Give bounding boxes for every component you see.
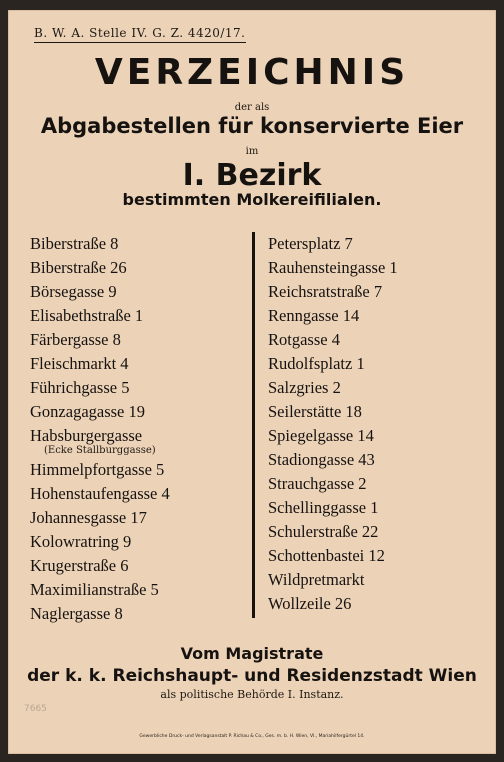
address-text: Johannesgasse 17 [30,508,147,527]
heading-bezirk: I. Bezirk [182,158,322,193]
address-text: Biberstraße 26 [30,258,127,277]
address-text: Stadiongasse 43 [268,450,375,469]
address-text: Rotgasse 4 [268,330,340,349]
address-text: Rauhensteingasse 1 [268,258,398,277]
right-address-list [268,232,398,616]
address-item [268,328,398,352]
address-text: Salzgries 2 [268,378,341,397]
address-item [268,376,398,400]
address-item [30,256,170,280]
address-item [268,448,398,472]
address-item [30,602,170,626]
address-text: Himmelpfortgasse 5 [30,460,165,479]
address-item [30,506,170,530]
footer-city: der k. k. Reichshaupt- und Residenzstadt Wien [27,666,477,686]
reference-number: B. W. A. Stelle IV. G. Z. 4420/17. [34,26,246,43]
address-text: Biberstraße 8 [30,234,119,253]
address-item [268,496,398,520]
left-address-list [30,232,170,626]
address-text: Petersplatz 7 [268,234,353,253]
address-text: Hohenstaufengasse 4 [30,484,170,503]
heading-molkereifilialen: bestimmten Molkereifilialen. [122,190,382,209]
address-text: Reichsratstraße 7 [268,282,383,301]
address-item [268,472,398,496]
address-item [268,568,398,592]
column-divider [252,232,255,618]
address-item [30,232,170,256]
address-item [268,280,398,304]
address-text: Kolowratring 9 [30,532,132,551]
address-text: Schulerstraße 22 [268,522,379,541]
address-item [268,520,398,544]
address-text: Wildpretmarkt [268,570,365,589]
address-item [30,554,170,578]
footer-magistrate: Vom Magistrate [180,644,324,663]
address-text: Naglergasse 8 [30,604,123,623]
address-item [268,232,398,256]
footer-authority: als politische Behörde I. Instanz. [160,688,344,701]
address-text: Rudolfsplatz 1 [268,354,365,373]
address-item [268,424,398,448]
address-item [30,400,170,424]
address-text: Führichgasse 5 [30,378,130,397]
address-item [30,280,170,304]
address-item [268,544,398,568]
archive-stamp: 7665 [24,704,47,714]
printer-imprint: Gewerbliche Druck- und Verlagsanstalt P. Richau & Co., Ges. m. b. H. Wien, VI., Mariahilfergürtel 14. [139,734,365,739]
address-text: Habsburgergasse [30,426,143,445]
address-item [30,482,170,506]
poster-sheet [8,10,496,754]
address-item [30,304,170,328]
address-text: Börsegasse 9 [30,282,117,301]
address-item [30,328,170,352]
heading-abgabestellen: Abgabestellen für konservierte Eier [40,114,464,138]
address-text: Wollzeile 26 [268,594,352,613]
address-text: Elisabethstraße 1 [30,306,144,325]
address-text: Schellinggasse 1 [268,498,379,517]
address-text: Strauchgasse 2 [268,474,367,493]
address-note: (Ecke Stallburggasse) [44,445,156,456]
poster-title: VERZEICHNIS [94,52,410,93]
address-text: Renngasse 14 [268,306,360,325]
address-item [268,256,398,280]
address-item [30,352,170,376]
address-item [268,592,398,616]
address-item [268,304,398,328]
address-text: Maximilianstraße 5 [30,580,159,599]
address-text: Seilerstätte 18 [268,402,362,421]
address-text: Krugerstraße 6 [30,556,129,575]
address-item [268,352,398,376]
address-item [268,400,398,424]
address-item [30,578,170,602]
connector-im: im [245,146,259,157]
address-text: Gonzagagasse 19 [30,402,146,421]
address-text: Fleischmarkt 4 [30,354,129,373]
address-item [30,530,170,554]
address-item [30,376,170,400]
address-text: Spiegelgasse 14 [268,426,374,445]
connector-der-als: der als [234,102,270,113]
address-item [30,458,170,482]
address-text: Schottenbastei 12 [268,546,385,565]
address-text: Färbergasse 8 [30,330,121,349]
